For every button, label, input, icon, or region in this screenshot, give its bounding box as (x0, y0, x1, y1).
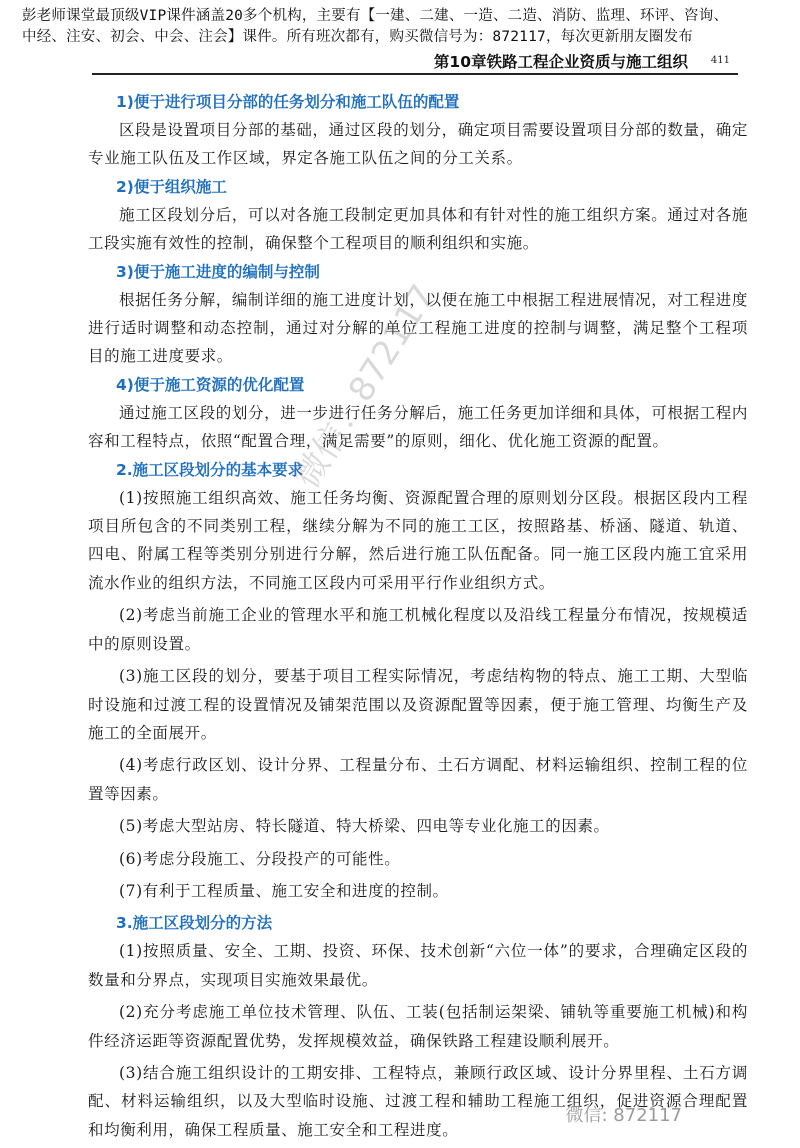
paragraph-4: 通过施工区段的划分，进一步进行任务分解后，施工任务更加详细和具体，可根据工程内容和工程特点，依照“配置合理，满足需要”的原则，细化、优化施工资源的配置。 (88, 403, 748, 451)
banner-line-1: 彭老师课堂最顶级VIP课件涵盖20多个机构，主要有【一建、二建、一造、二造、消防、监理、环评、咨询、 (22, 8, 729, 24)
header-rule (92, 73, 738, 75)
paragraph-1: 区段是设置项目分部的基础，通过区段的划分，确定项目需要设置项目分部的数量，确定专业施工队伍及工作区域，界定各施工队伍之间的分工关系。 (88, 121, 748, 168)
method-2: (2)充分考虑施工单位技术管理、队伍、工装(包括制运架梁、铺轨等重要施工机械)和构件经济运距等资源配置优势，发挥规模效益，确保铁路工程建设顺利展开。 (88, 1003, 748, 1050)
method-3: (3)结合施工组织设计的工期安排、工程特点，兼顾行政区域、设计分界里程、土石方调配、材料运输组织，以及大型临时设施、过渡工程和辅助工程施工组织，促进资源合理配置和均衡利用，确保工程质量、施工安全和工程进度。 (88, 1063, 748, 1139)
diagonal-watermark: 微信：872117 (286, 277, 444, 496)
requirement-7: (7)有利于工程质量、施工安全和进度的控制。 (119, 881, 449, 900)
heading-1: 1)便于进行项目分部的任务划分和施工队伍的配置 (116, 93, 460, 111)
footer-wechat-id: 微信: 872117 (565, 1105, 682, 1126)
page-body (88, 88, 748, 1148)
section-2-heading: 2.施工区段划分的基本要求 (116, 460, 304, 479)
heading-3: 3)便于施工进度的编制与控制 (116, 262, 320, 281)
method-1: (1)按照质量、安全、工期、投资、环保、技术创新“六位一体”的要求，合理确定区段的数量和分界点，实现项目实施效果最优。 (88, 942, 749, 989)
paragraph-2: 施工区段划分后，可以对各施工段制定更加具体和有针对性的施工组织方案。通过对各施工段实施有效性的控制，确保整个工程项目的顺利组织和实施。 (88, 205, 748, 253)
paragraph-3: 根据任务分解，编制详细的施工进度计划，以便在施工中根据工程进展情况，对工程进度进行适时调整和动态控制，通过对分解的单位工程施工进度的控制与调整，满足整个工程项目的施工进度要求。 (88, 290, 748, 366)
chapter-title: 第10章铁路工程企业资质与施工组织 (433, 53, 688, 71)
requirement-2: (2)考虑当前施工企业的管理水平和施工机械化程度以及沿线工程量分布情况，按规模适中的原则设置。 (88, 606, 748, 653)
heading-4: 4)便于施工资源的优化配置 (116, 375, 305, 394)
section-3-heading: 3.施工区段划分的方法 (116, 914, 273, 933)
requirement-4: (4)考虑行政区划、设计分界、工程量分布、土石方调配、材料运输组织、控制工程的位置等因素。 (88, 756, 748, 803)
heading-2: 2)便于组织施工 (116, 177, 227, 196)
page-number: 411 (710, 55, 730, 66)
requirement-6: (6)考虑分段施工、分段投产的可能性。 (119, 849, 401, 868)
requirement-3: (3)施工区段的划分，要基于项目工程实际情况，考虑结构物的特点、施工工期、大型临时设施和过渡工程的设置情况及铺架范围以及资源配置等因素，便于施工管理、均衡生产及施工的全面展开。 (88, 667, 748, 742)
chapter-header (0, 46, 800, 74)
requirement-5: (5)考虑大型站房、特长隧道、特大桥梁、四电等专业化施工的因素。 (119, 817, 610, 836)
banner-line-2: 中经、注安、初会、中会、注会】课件。所有班次都有，购买微信号为：872117，每次更新朋友圈发布 (22, 29, 693, 45)
requirement-1: (1)按照施工组织高效、施工任务均衡、资源配置合理的原则划分区段。根据区段内工程项目所包含的不同类别工程，继续分解为不同的施工工区，按照路基、桥涵、隧道、轨道、四电、附属工程等类别分别进行分解，然后进行施工队伍配备。同一施工区段内施工宜采用流水作业的组织方法，不同施工区段内可采用平行作业组织方式。 (88, 488, 748, 592)
promo-banner (22, 6, 782, 48)
